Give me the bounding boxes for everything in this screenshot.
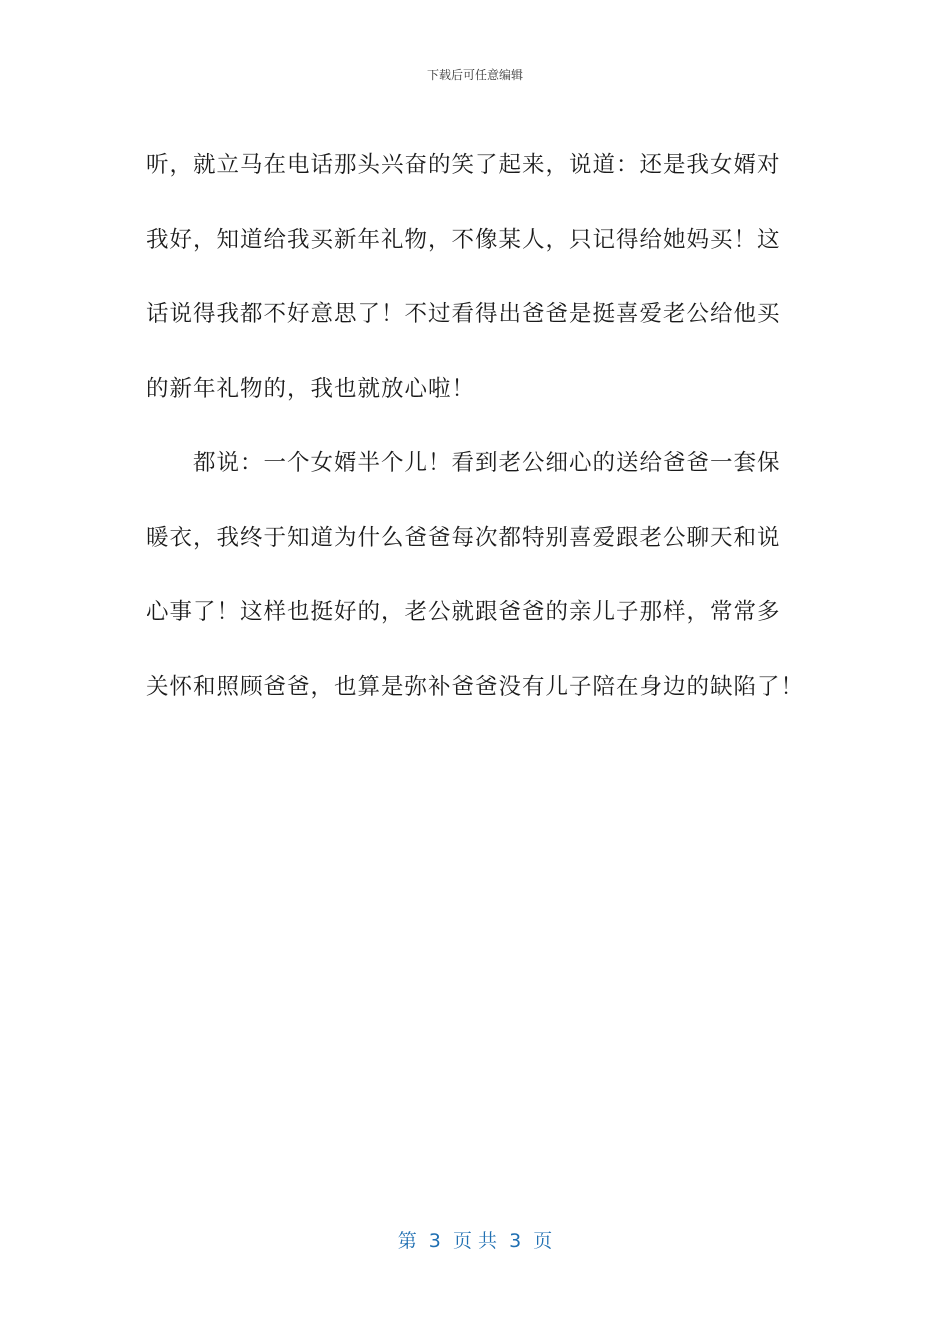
text-line: 听，就立马在电话那头兴奋的笑了起来，说道：还是我女婿对	[146, 152, 781, 178]
text-line: 话说得我都不好意思了！不过看得出爸爸是挺喜爱老公给他买	[146, 301, 781, 327]
text-line: 心事了！这样也挺好的，老公就跟爸爸的亲儿子那样，常常多	[146, 599, 781, 625]
text-line: 关怀和照顾爸爸，也算是弥补爸爸没有儿子陪在身边的缺陷了！	[146, 673, 805, 700]
page-number-footer: 第 3 页 共 3 页	[397, 1230, 553, 1252]
paragraph-first-line: 都说：一个女婿半个儿！看到老公细心的送给爸爸一套保	[193, 450, 781, 476]
document-body	[146, 128, 806, 724]
text-line: 暖衣，我终于知道为什么爸爸每次都特别喜爱跟老公聊天和说	[146, 524, 781, 551]
text-line: 我好，知道给我买新年礼物，不像某人，只记得给她妈买！这	[146, 226, 781, 253]
text-line: 的新年礼物的，我也就放心啦！	[146, 375, 476, 402]
header-note: 下载后可任意编辑	[426, 68, 523, 82]
